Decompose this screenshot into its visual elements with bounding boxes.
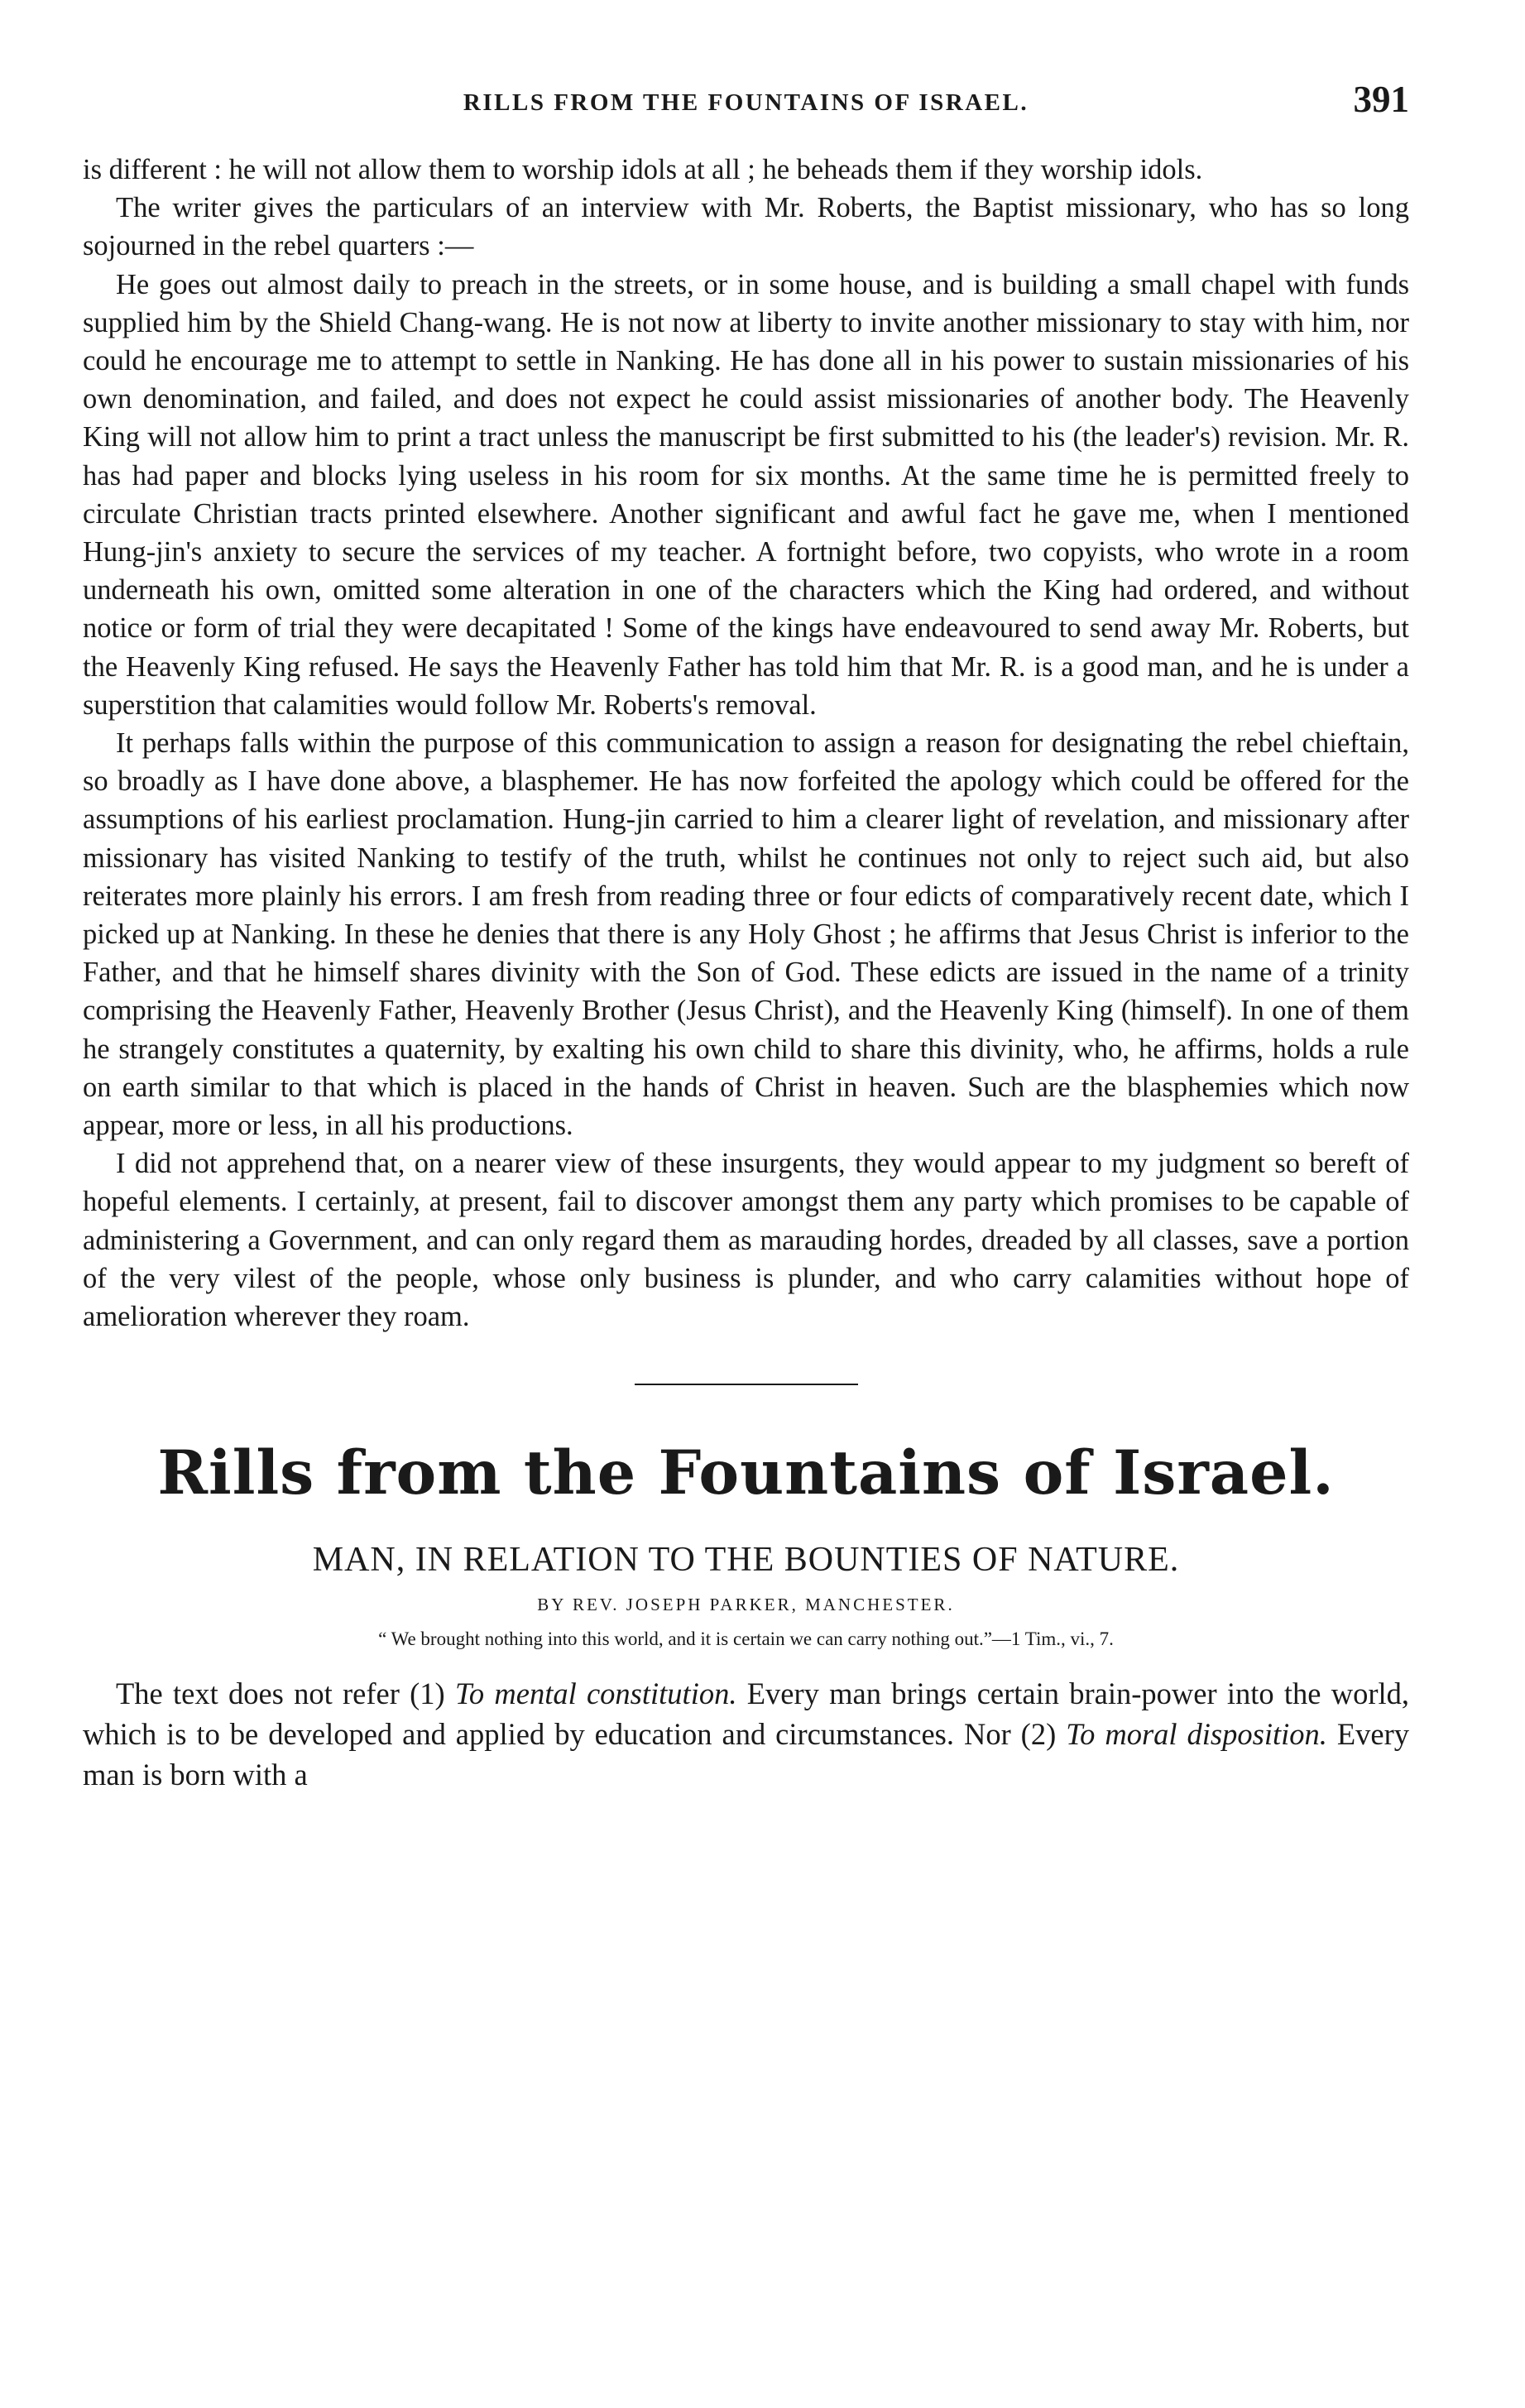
page-number: 391 xyxy=(1353,79,1409,120)
section-title: Rills from the Fountains of Israel. xyxy=(157,1437,1335,1509)
text-run: Every man is born with a xyxy=(83,1716,1409,1792)
running-header xyxy=(83,79,1409,136)
paragraph xyxy=(83,1673,1409,1795)
letter-text xyxy=(83,151,1409,1336)
paragraph: I did not apprehend that, on a nearer view of these insurgents, they would appear to my judgment so bereft of hopeful elements. I certainly, at present, fail to discover amongst them any party which promises to be capable of administering a Government, and can only regard them as marauding hordes, dreaded by all classes, save a portion of the very vilest of the people, whose only business is plunder, and who carry calamities without hope of amelioration wherever they roam. xyxy=(83,1148,1409,1333)
article-title: MAN, IN RELATION TO THE BOUNTIES OF NATURE. xyxy=(312,1540,1180,1579)
byline: BY REV. JOSEPH PARKER, MANCHESTER. xyxy=(537,1594,955,1614)
text-run: The text does not refer (1) xyxy=(116,1676,455,1710)
article-body xyxy=(83,1673,1409,1795)
epigraph: “ We brought nothing into this world, and it is certain we can carry nothing out.”—1 Tim., vi., 7. xyxy=(378,1628,1114,1649)
italic-phrase: To mental constitution. xyxy=(454,1676,737,1710)
italic-phrase: To moral disposition. xyxy=(1066,1716,1327,1751)
running-title: RILLS FROM THE FOUNTAINS OF ISRAEL. xyxy=(463,89,1029,116)
text-run: Every man brings certain brain-power into the world, which is to be developed and applied by education and circumstances. Nor (2) xyxy=(83,1676,1409,1751)
paragraph: It perhaps falls within the purpose of this communication to assign a reason for designating the rebel chieftain, so broadly as I have done above, a blasphemer. He has now forfeited the apology which could be offered for the assumptions of his earliest proclamation. Hung-jin carried to him a clearer light of revelation, and missionary after missionary has visited Nanking to testify of the truth, whilst he continues not only to reject such aid, but also reiterates more plainly his errors. I am fresh from reading three or four edicts of comparatively recent date, which I picked up at Nanking. In these he denies that there is any Holy Ghost ; he affirms that Jesus Christ is inferior to the Father, and that he himself shares divinity with the Son of God. These edicts are issued in the name of a trinity comprising the Heavenly Father, Heavenly Brother (Jesus Christ), and the Heavenly King (himself). In one of them he strangely constitutes a quaternity, by exalting his own child to share this divinity, who, he affirms, holds a rule on earth similar to that which is placed in the hands of Christ in heaven. Such are the blasphemies which now appear, more or less, in all his productions. xyxy=(83,727,1409,1142)
section-divider xyxy=(635,1384,858,1385)
quoted-paragraph: He goes out almost daily to preach in the streets, or in some house, and is building a small chapel with funds supplied him by the Shield Chang-wang. He is not now at liberty to invite another missionary to stay with him, nor could he encourage me to attempt to settle in Nanking. He has done all in his power to sustain missionaries of his own denomination, and failed, and does not expect he could assist missionaries of another body. The Heavenly King will not allow him to print a tract unless the manuscript be first submitted to his (the leader's) revision. Mr. R. has had paper and blocks lying useless in his room for six months. At the same time he is permitted freely to circulate Christian tracts printed elsewhere. Another significant and awful fact he gave me, when I mentioned Hung-jin's anxiety to secure the services of my teacher. A fortnight before, two copyists, who wrote in a room underneath his own, omitted some alteration in one of the characters which the King had ordered, and without notice or form of trial they were decapitated ! Some of the kings have endeavoured to send away Mr. Roberts, but the Heavenly King refused. He says the Heavenly Father has told him that Mr. R. is a good man, and he is under a superstition that calamities would follow Mr. Roberts's removal. xyxy=(83,268,1409,721)
paragraph: The writer gives the particulars of an interview with Mr. Roberts, the Baptist missionary, who has so long sojourned in the rebel quarters :— xyxy=(83,192,1409,262)
paragraph: is different : he will not allow them to worship idols at all ; he beheads them if they worship idols. xyxy=(83,154,1203,185)
